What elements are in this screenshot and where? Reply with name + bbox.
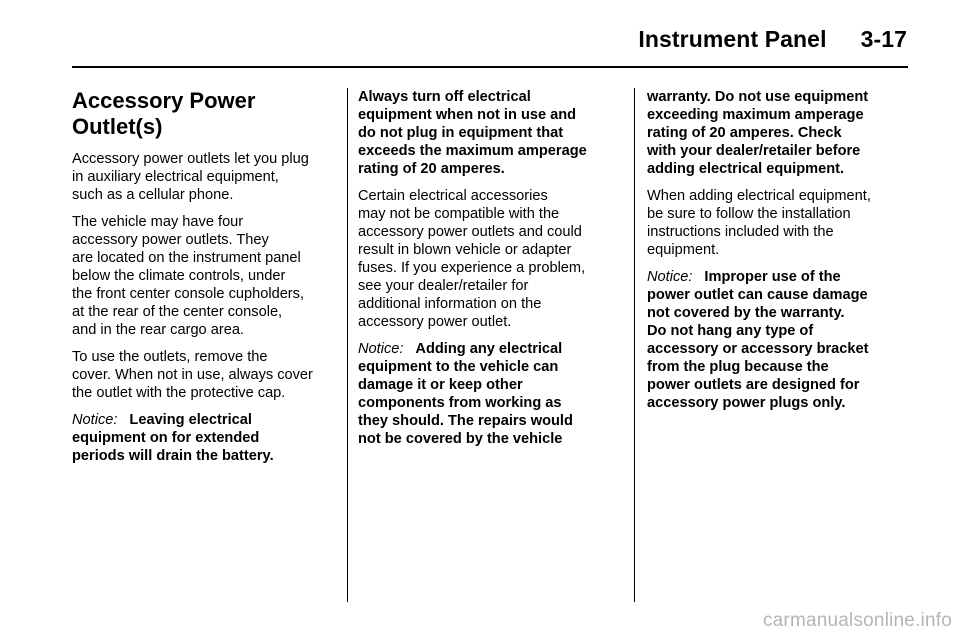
column-divider: [347, 88, 348, 602]
text-line: Adding any electrical: [415, 341, 563, 357]
text-line: damage it or keep other: [358, 377, 523, 393]
section-title: [72, 88, 340, 140]
text-line: When adding electrical equipment,: [647, 188, 871, 204]
text-line: not covered by the warranty.: [647, 305, 845, 321]
text-line: equipment to the vehicle can: [358, 359, 559, 375]
text-line: Do not hang any type of: [647, 323, 814, 339]
text-line: equipment on for extended: [72, 430, 260, 446]
paragraph: [647, 187, 909, 259]
notice: [72, 411, 340, 465]
column-divider: [634, 88, 635, 602]
notice-label: Notice:: [72, 412, 118, 428]
notice: [647, 268, 909, 412]
text-line: rating of 20 amperes.: [358, 161, 505, 177]
text-line: accessory power plugs only.: [647, 395, 846, 411]
page-number: 3-17: [860, 26, 907, 52]
column-3: [647, 88, 909, 421]
text-line: accessory or accessory bracket: [647, 341, 869, 357]
text-line: equipment when not in use and: [358, 107, 577, 123]
text-line: below the climate controls, under: [72, 268, 286, 284]
header-rule: [72, 66, 908, 68]
text-line: accessory power outlets and could: [358, 224, 582, 240]
text-line: components from working as: [358, 395, 562, 411]
text-line: rating of 20 amperes. Check: [647, 125, 842, 141]
text-line: may not be compatible with the: [358, 206, 560, 222]
text-line: fuses. If you experience a problem,: [358, 260, 586, 276]
text-line: be sure to follow the installation: [647, 206, 851, 222]
text-line: cover. When not in use, always cover: [72, 367, 313, 383]
text-line: in auxiliary electrical equipment,: [72, 169, 279, 185]
text-line: periods will drain the battery.: [72, 448, 274, 464]
column-1: [72, 88, 340, 474]
notice: [358, 340, 620, 448]
text-line: not be covered by the vehicle: [358, 431, 563, 447]
watermark-link[interactable]: carmanualsonline.info: [762, 610, 952, 631]
text-line: exceeding maximum amperage: [647, 107, 864, 123]
section-name: Instrument Panel: [638, 26, 827, 52]
text-line: equipment.: [647, 242, 720, 258]
text-line: the outlet with the protective cap.: [72, 385, 286, 401]
paragraph: [72, 213, 340, 339]
text-line: Always turn off electrical: [358, 89, 531, 105]
text-line: To use the outlets, remove the: [72, 349, 268, 365]
text-line: accessory power outlets. They: [72, 232, 269, 248]
paragraph: [72, 348, 340, 402]
text-line: warranty. Do not use equipment: [647, 89, 869, 105]
text-line: at the rear of the center console,: [72, 304, 283, 320]
text-line: they should. The repairs would: [358, 413, 573, 429]
text-line: and in the rear cargo area.: [72, 322, 244, 338]
text-line: the front center console cupholders,: [72, 286, 305, 302]
text-line: power outlet can cause damage: [647, 287, 868, 303]
text-line: additional information on the: [358, 296, 542, 312]
notice-continuation: [358, 88, 620, 178]
text-line: such as a cellular phone.: [72, 187, 234, 203]
text-line: Leaving electrical: [129, 412, 252, 428]
text-line: adding electrical equipment.: [647, 161, 845, 177]
paragraph: [72, 150, 340, 204]
text-line: power outlets are designed for: [647, 377, 860, 393]
text-line: instructions included with the: [647, 224, 834, 240]
column-2: [358, 88, 620, 457]
text-line: Certain electrical accessories: [358, 188, 548, 204]
text-line: result in blown vehicle or adapter: [358, 242, 572, 258]
text-line: with your dealer/retailer before: [647, 143, 861, 159]
text-line: accessory power outlet.: [358, 314, 512, 330]
text-line: exceeds the maximum amperage: [358, 143, 587, 159]
text-line: do not plug in equipment that: [358, 125, 564, 141]
text-line: from the plug because the: [647, 359, 829, 375]
notice-continuation: [647, 88, 909, 178]
title-line: Outlet(s): [72, 114, 163, 139]
title-line: Accessory Power: [72, 88, 256, 113]
text-line: are located on the instrument panel: [72, 250, 301, 266]
text-line: see your dealer/retailer for: [358, 278, 529, 294]
page-header: [638, 26, 907, 53]
paragraph: [358, 187, 620, 331]
notice-label: Notice:: [358, 341, 404, 357]
text-line: The vehicle may have four: [72, 214, 244, 230]
text-line: Accessory power outlets let you plug: [72, 151, 309, 167]
text-line: Improper use of the: [704, 269, 841, 285]
notice-label: Notice:: [647, 269, 693, 285]
